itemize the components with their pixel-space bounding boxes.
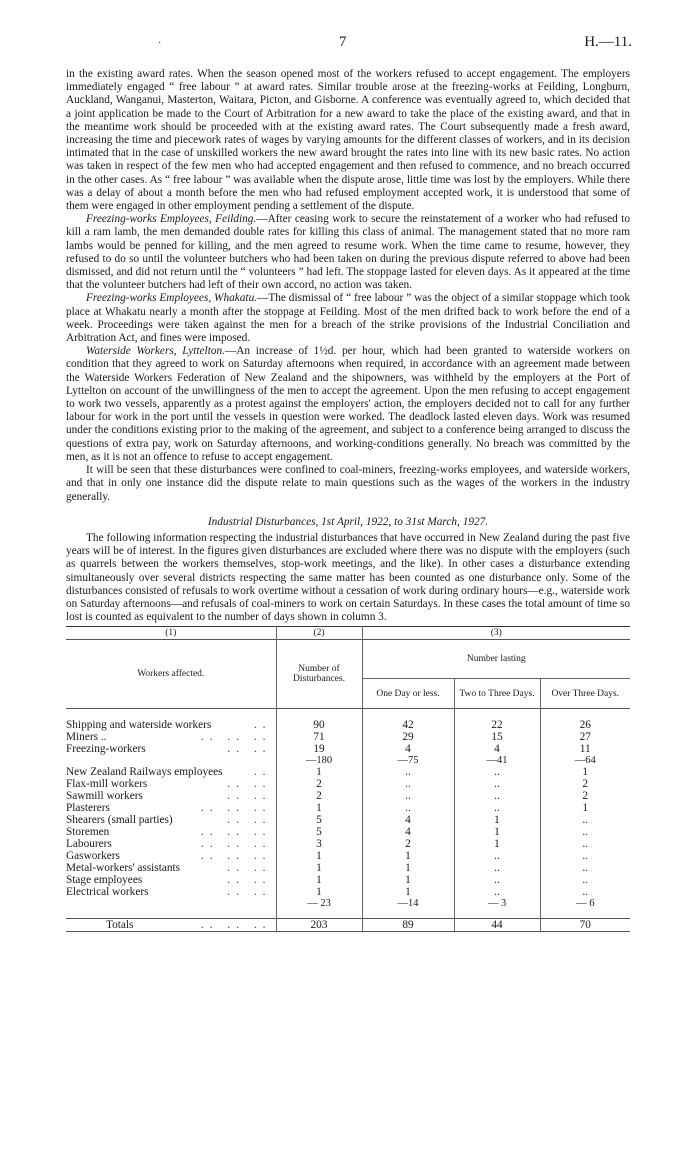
leader-dots: .. .. [227,885,272,898]
table-row [66,766,630,778]
cell-over-three: .. [540,850,630,862]
col-number-3: (3) [362,627,630,640]
cell-two-three: .. [454,874,540,886]
table-row [66,886,630,898]
cell-number: 2 [276,790,362,802]
cell-number: 1 [276,862,362,874]
paragraph-body: —After ceasing work to secure the reinstatement of a worker who had refused to kill a ram lamb, the men demanded double rates for killing this class of animal. The management stated that no more ram lambs would be penned for killing, and the men agreed to resume work. When the time came to resume, however, they refused to do so until the volunteer butchers who had been taken on during the previous dispute referred to above had been dismissed, and did not return until the “ volunteers ” had left. The stoppage lasted for eleven days. As it appeared at the time that the volunteer butchers had left of their own accord, no action was taken. [66,213,630,292]
column-number-row [66,627,630,640]
cell-one-day: 29 [362,731,454,743]
cell-two-three: .. [454,802,540,814]
header-number: Number of Disturbances. [276,640,362,709]
table-row [66,778,630,790]
subtotal-over-three: — 6 [540,898,630,909]
total-over-three: 70 [540,919,630,932]
leader-dots: .. .. [227,777,272,790]
subtotal-number: — 23 [276,898,362,909]
cell-over-three: .. [540,814,630,826]
leader-dots: .. [253,765,272,778]
row-label: New Zealand Railways employees [66,765,223,778]
cell-one-day: 4 [362,814,454,826]
cell-one-day: .. [362,790,454,802]
paragraph-body: —An increase of 1½d. per hour, which had been granted to waterside workers on condition that they agreed to work on Saturday afternoons when required, in accordance with an agreement made between the Waterside Workers Federation of New Zealand and the shipowners, was withheld by the employers at the Port of Lyttelton on account of the unwillingness of the men to accept the agreement. Upon the men refusing to accept engagement to work two vessels, apparently as a protest against the employers' action, the employers decided not to call for any further labour for work in the port until the vessels in question were worked. The deadlock lasted eleven days. Work was resumed under the conditions existing prior to the making of the agreement, and subject to a conference being arranged to discuss the questions of extra pay, work on Saturday afternoons, and working-conditions generally. No breach was committed by the men, as it is not an offence to refuse to accept engagement. [66,345,630,463]
header-row [66,640,630,679]
total-two-three: 44 [454,919,540,932]
leader-dots: .. [253,718,272,731]
body-text [66,68,630,624]
row-label: Shipping and waterside workers [66,718,212,731]
cell-number: 1 [276,766,362,778]
col-number-1: (1) [165,628,177,639]
cell-number: 5 [276,826,362,838]
cell-two-three: 4 [454,743,540,755]
cell-over-three: .. [540,826,630,838]
cell-two-three: 15 [454,731,540,743]
cell-over-three: 1 [540,766,630,778]
cell-number: 1 [276,886,362,898]
cell-number: 3 [276,838,362,850]
cell-over-three: .. [540,862,630,874]
subtotal-over-three: —64 [540,755,630,766]
cell-over-three: 2 [540,778,630,790]
paragraph-whakatu [66,292,630,345]
cell-two-three: .. [454,850,540,862]
leader-dots: .. .. [227,873,272,886]
header-workers: Workers affected. [137,669,205,680]
total-one-day: 89 [362,919,454,932]
table-row [66,802,630,814]
leader-dots: .. .. .. [200,801,272,814]
header-dot: · [158,38,162,49]
row-label: Miners .. [66,730,107,743]
table-row [66,874,630,886]
cell-over-three: 11 [540,743,630,755]
totals-row [66,919,630,932]
cell-over-three: .. [540,874,630,886]
cell-one-day: .. [362,802,454,814]
cell-number: 2 [276,778,362,790]
leader-dots: .. .. .. [200,849,272,862]
cell-one-day: 1 [362,850,454,862]
paragraph-body: —The dismissal of “ free labour ” was the object of a similar stoppage which took place at Whakatu nearly a month after the stoppage at Feilding. Most of the men drifted back to work before the end of a week. Proceedings were taken against the men for a breach of the strike provisions of the Industrial Conciliation and Arbitration Act, and fines were imposed. [66,292,630,345]
header-number-lasting: Number lasting [362,640,630,679]
leader-dots: .. .. [227,789,272,802]
cell-two-three: 1 [454,826,540,838]
cell-two-three: .. [454,766,540,778]
row-label: Gasworkers [66,849,120,862]
subtotal-row [66,755,630,766]
leader-dots: .. .. .. [200,919,272,932]
document-page [66,34,630,932]
row-label: Plasterers [66,801,110,814]
cell-two-three: .. [454,778,540,790]
header-over-three: Over Three Days. [540,679,630,709]
totals-label: Totals [106,919,134,932]
table-row [66,838,630,850]
cell-over-three: 2 [540,790,630,802]
cell-number: 5 [276,814,362,826]
subtotal-row [66,898,630,909]
section-heading: Industrial Disturbances, 1st April, 1922, to 31st March, 1927. [207,515,489,528]
header-two-three: Two to Three Days. [454,679,540,709]
cell-over-three: .. [540,886,630,898]
cell-two-three: 22 [454,719,540,731]
cell-one-day: 4 [362,743,454,755]
row-label: Metal-workers' assistants [66,861,181,874]
row-label: Sawmill workers [66,789,143,802]
cell-one-day: 1 [362,886,454,898]
cell-number: 71 [276,731,362,743]
row-label: Electrical workers [66,885,149,898]
table-row [66,790,630,802]
cell-one-day: 1 [362,874,454,886]
table-row [66,719,630,731]
cell-over-three: 26 [540,719,630,731]
leader-dots: .. .. .. [200,730,272,743]
paragraph-intro-table: The following information respecting the industrial disturbances that have occurred in New Zealand during the past five years will be of interest. In the figures given disturbances are excluded where there was no dispute with the employers (such as quarrels between the workers themselves, stop-work meetings, and the like). In other cases a disturbance extending simultaneously over several districts respecting the same matter has been counted as one disturbance only. Some of the disturbances consisted of refusals to work overtime without a cessation of work during ordinary hours—e.g., waterside work on Saturday afternoons—and refusals of coal-miners to work on certain Saturdays. In these cases the total amount of time so lost is counted as equivalent to the number of days shown in column 3. [66,531,630,624]
cell-one-day: .. [362,766,454,778]
cell-two-three: 1 [454,814,540,826]
page-number: 7 [339,34,347,50]
row-label: Shearers (small parties) [66,813,173,826]
table-row [66,743,630,755]
cell-two-three: .. [454,862,540,874]
table-row [66,826,630,838]
paragraph-lyttelton [66,345,630,464]
cell-one-day: 2 [362,838,454,850]
paragraph-title: Waterside Workers, Lyttelton. [86,345,225,358]
cell-over-three: .. [540,838,630,850]
cell-two-three: .. [454,886,540,898]
leader-dots: .. .. [227,813,272,826]
table-row [66,731,630,743]
cell-over-three: 1 [540,802,630,814]
cell-one-day: 42 [362,719,454,731]
page-header [66,34,630,56]
total-number: 203 [276,919,362,932]
cell-one-day: 4 [362,826,454,838]
col-number-2: (2) [276,627,362,640]
subtotal-number: —180 [276,755,362,766]
document-reference: H.—11. [584,34,632,50]
cell-over-three: 27 [540,731,630,743]
leader-dots: .. .. .. [200,825,272,838]
row-label: Flax-mill workers [66,777,148,790]
cell-number: 1 [276,874,362,886]
leader-dots: .. .. [227,742,272,755]
disturbances-table [66,626,630,932]
subtotal-one-day: —14 [362,898,454,909]
cell-one-day: .. [362,778,454,790]
table-row [66,814,630,826]
paragraph-1: in the existing award rates. When the season opened most of the workers refused to accept engagement. The employers immediately engaged “ free labour ” at award rates. Similar trouble arose at the freezing-works at Feilding, Longburn, Auckland, Wanganui, Masterton, Waitara, Picton, and Gisborne. A conference was eventually agreed to, which decided that a joint application be made to the Court of Arbitration for a new award to take the place of the existing award, and that in the meantime work should be proceeded with at the existing award rates. The Court subsequently made a fresh award, increasing the time and piecework rates of wages by varying amounts for the different classes of workers, and in its decision intimated that in the case of unskilled workers the new award brought the rates into line with its new basic rates. No action was taken in respect of the few men who had accepted engagement and then refused to commence, and no breach occurred in the other cases. As “ free labour ” was available when the dispute arose, little time was lost by the employers. While there was a delay of about a month before the men who had refused employment accepted work, it is understood that some of them were engaged in other employment pending a settlement of the dispute. [66,68,630,213]
row-label: Stage employees [66,873,143,886]
paragraph-title: Freezing-works Employees, Whakatu. [86,292,258,305]
row-label: Freezing-workers [66,742,146,755]
paragraph-title: Freezing-works Employees, Feilding. [86,213,257,226]
cell-two-three: .. [454,790,540,802]
cell-number: 19 [276,743,362,755]
cell-number: 1 [276,802,362,814]
paragraph-feilding [66,213,630,292]
subtotal-two-three: —41 [454,755,540,766]
paragraph-summary: It will be seen that these disturbances were confined to coal-miners, freezing-works employees, and waterside workers, and that in only one instance did the dispute relate to main questions such as the wages of the workers in the industry generally. [66,464,630,503]
cell-number: 1 [276,850,362,862]
leader-dots: .. .. [227,861,272,874]
subtotal-one-day: —75 [362,755,454,766]
table-row [66,862,630,874]
subtotal-two-three: — 3 [454,898,540,909]
row-label: Labourers [66,837,112,850]
row-label: Storemen [66,825,110,838]
cell-one-day: 1 [362,862,454,874]
cell-number: 90 [276,719,362,731]
leader-dots: .. .. .. [200,837,272,850]
cell-two-three: 1 [454,838,540,850]
table-row [66,850,630,862]
header-one-day: One Day or less. [362,679,454,709]
